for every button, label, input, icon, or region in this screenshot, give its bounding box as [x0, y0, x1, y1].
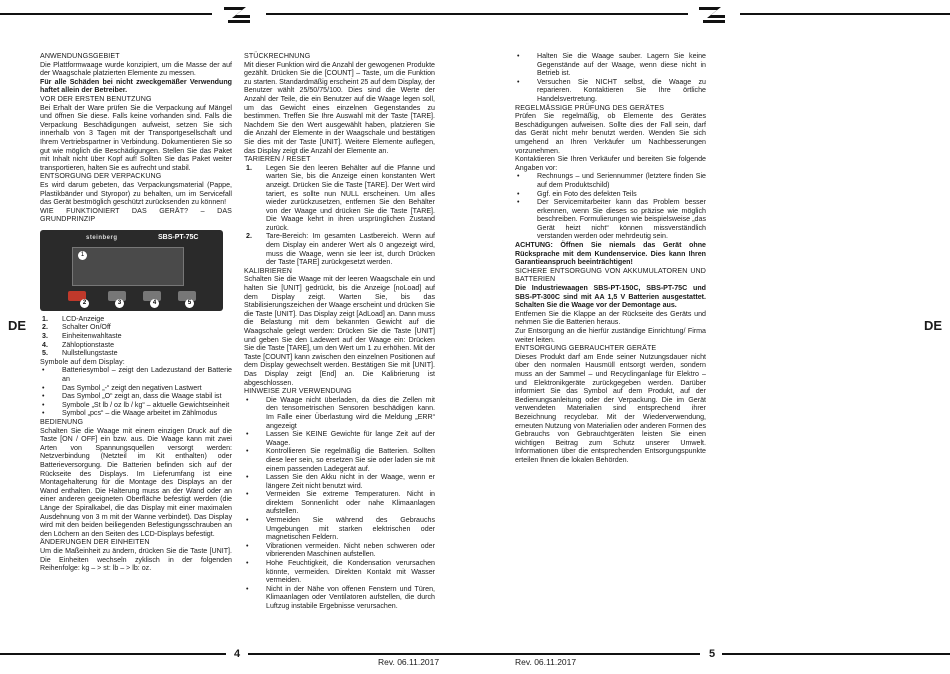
usage-notes-list [244, 396, 435, 611]
paragraph-battery-disposal-2: Entfernen Sie die Klappe an der Rückseite des Geräts und nehmen Sie die Batterien heraus. [515, 309, 706, 327]
list-item: • Ggf. ein Foto des defekten Teils [515, 190, 706, 199]
heading-piece-count: STÜCKRECHNUNG [244, 52, 311, 60]
panel-model: SBS-PT-75C [158, 233, 199, 241]
footer-rule-center [248, 653, 700, 655]
list-item: • Symbol „pcs“ – die Waage arbeitet im Zählmodus [40, 409, 232, 418]
paragraph-battery-disposal-3: Zur Entsorgung an die hierfür zuständige Einrichtung/ Firma weiter leiten. [515, 327, 706, 344]
list-item: 4. Zähloptionstaste [42, 340, 115, 349]
list-item: • Halten Sie die Waage sauber. Lagern Sie keine Gegenstände auf der Waage, wenn diese nicht in Betrieb ist. [515, 52, 706, 78]
list-item: 2. Schalter On/Off [42, 323, 111, 332]
list-item: • Rechnungs – und Seriennummer (letztere finden Sie auf dem Produktschild) [515, 172, 706, 189]
paragraph-regular-check: Prüfen Sie regelmäßig, ob Elemente des Gerätes Beschädigungen aufweisen. Sollte dies der Fall sein, darf das Gerät nicht mehr benutzt werden. Wenden Sie sich umgehend an Ihren Verkäufer um Nachbesserungen vorzunehmen. [515, 112, 706, 155]
list-item: • Der Servicemitarbeiter kann das Problem besser erkennen, wenn Sie dieses so präzise wie möglich beschreiben. Formulierungen wie beispielsweise „das Gerät heizt nicht“ können missverständlich verstanden werden oder mehrdeutig sein. [515, 198, 706, 241]
panel-callout-4: 4 [150, 299, 159, 308]
language-tab-right: DE [924, 318, 943, 333]
paragraph-used-device-disposal: Dieses Produkt darf am Ende seiner Nutzungsdauer nicht über den normalen Hausmüll entsorgt werden, sondern muss an der Sammel – und Recyclinganlage für Elektro – und Elektronikgeräte zurückgegeben werden. Darüber informiert Sie das Symbol auf dem Produkt, auf der Bedienungsanleitung oder der Verpackung. Die im Gerät verwendeten Materialien sind entsprechend ihrer Bezeichnung recyclebar. Mit der Wiederverwendung, erneuten Nutzung von Materialien oder anderen Formen des Gebrauchs von Gebrauchtgeräten leisten Sie einen wichtigen Beitrag zum Schutz unserer Umwelt. Informationen über die entsprechenden Entsorgungspunkte erteilen Ihnen die lokalen Behörden. [515, 352, 706, 464]
paragraph-calibration: Schalten Sie die Waage mit der leeren Waagschale ein und halten Sie [UNIT] gedrückt, bis die Anzeige [noLoad] auf dem Display zeigt. Warten Sie, bis das Stabilisierungszeichen der Waage erscheint und drücken Sie die Taste [UNIT]. Das Display zeigt [AdLoad] an. Dann muss die Belastung mit dem bekannten Gewicht auf die Waagschale gelegt werden: Drücken Sie die Taste [UNIT] und geben Sie den Ladewert auf der Waage ein: Drücken Sie die Taste [TARE], um den Wert um 1 zu erhöhen. Mit der Taste [COUNT] kann zwischen den einzelnen Positionen auf dem Display gewechselt werden. Bestätigen Sie mit [UNIT]. Das Display zeigt [End] an. Die Kalibrierung ist abgeschlossen. [244, 275, 435, 387]
device-panel-illustration [40, 230, 223, 311]
revision-right: Rev. 06.11.2017 [515, 657, 577, 667]
list-item: 1. Legen Sie den leeren Behälter auf die Pfanne und warten Sie, bis die Anzeige einen konstanten Wert anzeigt. Drücken Sie die Taste [TARE]. Der Wert wird tariert, es sollte nun NULL erscheinen. Um alles wieder zurückzusetzen, entfernen Sie den Behälter von der Waage und drücken Sie die Taste [TARE]. Die Waage kehrt in ihren ursprünglichen Zustand zurück. [246, 163, 435, 232]
header-rule-right [740, 13, 950, 15]
page-number-left: 4 [234, 648, 241, 660]
heading-packaging-disposal: ENTSORGUNG DER VERPACKUNG [40, 172, 162, 181]
list-item: • Hohe Feuchtigkeit, die Kondensation verursachen könnte, vermeiden. Direkten Kontakt mit Wasser vermeiden. [244, 559, 435, 585]
heading-calibration: KALIBRIEREN [244, 266, 293, 275]
list-item: • Nicht in der Nähe von offenen Fenstern und Türen, Klimaanlagen oder Ventilatoren aufstellen, die durch Luftzug instabile Ergebnisse verursachen. [244, 585, 435, 611]
panel-brand: steinberg [86, 234, 118, 241]
list-item: • Lassen Sie den Akku nicht in der Waage, wenn er längere Zeit nicht benutzt wird. [244, 473, 435, 490]
revision-left: Rev. 06.11.2017 [378, 657, 440, 667]
symbols-intro: Symbole auf dem Display: [40, 357, 125, 366]
paragraph-intended-use-bold: Für alle Schäden bei nicht zweckgemäßer Verwendung haftet allein der Betreiber. [40, 77, 232, 95]
logo-icon [222, 5, 252, 27]
heading-how-it-works: WIE FUNKTIONIERT DAS GERÄT? – DAS GRUNDPRINZIP [40, 206, 232, 224]
heading-used-device-disposal: ENTSORGUNG GEBRAUCHTER GERÄTE [515, 344, 657, 353]
page-number-right: 5 [709, 648, 716, 660]
heading-operation: BEDIENUNG [40, 418, 84, 426]
paragraph-warning: ACHTUNG: Öffnen Sie niemals das Gerät ohne Rücksprache mit dem Kundenservice. Dies kann Ihren Garantieanspruch beeinträchtigen! [515, 241, 706, 267]
panel-callout-5: 5 [185, 299, 194, 308]
panel-lcd [72, 247, 184, 286]
header-rule-center [266, 13, 688, 15]
list-item: 3. Einheitenwahltaste [42, 332, 122, 341]
list-item: • Das Symbol „-“ zeigt den negativen Lastwert [40, 384, 232, 393]
paragraph-contact: Kontaktieren Sie Ihren Verkäufer und bereiten Sie folgende Angaben vor: [515, 155, 706, 172]
legend-list [40, 315, 232, 358]
list-item: • Versuchen Sie NICHT selbst, die Waage zu reparieren. Kontaktieren Sie Ihre örtliche Handelsvertretung. [515, 78, 706, 104]
header-rule-left [0, 13, 212, 15]
list-item: 5. Nullstellungstaste [42, 349, 118, 358]
footer-rule-right [722, 653, 950, 655]
list-item: • Das Symbol „O“ zeigt an, dass die Waage stabil ist [40, 392, 232, 401]
list-item: • Die Waage nicht überladen, da dies die Zellen mit den tensometrischen Sensoren beschädigen kann. Im Falle einer Überlastung wird die Meldung „ERR“ angezeigt [244, 396, 435, 430]
panel-callout-3: 3 [115, 299, 124, 308]
paragraph-intended-use: Die Plattformwaage wurde konzipiert, um die Masse der auf der Waagschale platzierten Elemente zu messen. [40, 60, 232, 78]
list-item: • Lassen Sie KEINE Gewichte für lange Zeit auf der Waage. [244, 430, 435, 447]
list-item: • Kontrollieren Sie regelmäßig die Batterien. Sollten diese leer sein, so ersetzen Sie sie oder laden sie mit einem passenden Ladegerät auf. [244, 447, 435, 473]
panel-callout-1: 1 [78, 251, 87, 260]
maintenance-list [515, 52, 706, 104]
contact-list [515, 172, 706, 241]
heading-battery-disposal: SICHERE ENTSORGUNG VON AKKUMULATOREN UND BATTERIEN [515, 266, 706, 284]
language-tab-left: DE [8, 318, 27, 333]
logo-icon [697, 5, 727, 27]
paragraph-piece-count: Mit dieser Funktion wird die Anzahl der gewogenen Produkte gezählt. Drücken Sie die [COUNT] – Taste, um die Funktion zu starten. Standardmäßig erscheint 25 auf dem Display, der Benutzer wählt 25/50/75/100. Dies sind die Werte der Anzahl der Teile, die ein Benutzer auf die Waage legen soll, um das Gewicht eines einzelnen Gegenstandes zu bestimmen. Treffen Sie Ihre Auswahl mit der Taste [TARE]. Nachdem Sie den Wert ausgewählt haben, platzieren Sie die Anzahl der Elemente in der Waagschale und bestätigen Sie dies mit der Taste [UNIT]. Weitere Elemente auflegen, das Display zeigt die Anzahl der Elemente an. [244, 60, 435, 155]
heading-usage-notes: HINWEISE ZUR VERWENDUNG [244, 387, 352, 396]
list-item: 2. Tare-Bereich: Im gesamten Lastbereich. Wenn auf dem Display ein anderer Wert als 0 angezeigt wird, muss die Waage, wenn sie leer ist, durch Drücken der Taste [TARE] zurückgesetzt werden. [246, 232, 435, 267]
column-1 [40, 52, 232, 573]
heading-first-use: VOR DER ERSTEN BENUTZUNG [40, 94, 152, 103]
paragraph-units: Um die Maßeinheit zu ändern, drücken Sie die Taste [UNIT]. Die Einheiten wechseln zyklisch in der folgenden Reihenfolge: kg – > st: lb – > lb: oz. [40, 546, 232, 573]
column-2 [244, 52, 435, 611]
heading-intended-use: ANWENDUNGSGEBIET [40, 52, 120, 60]
footer-rule-left [0, 653, 226, 655]
paragraph-battery-disposal: Die Industriewaagen SBS-PT-150C, SBS-PT-75C und SBS-PT-300C sind mit AA 1,5 V Batterien ausgestattet. Schalten Sie die Waage vor der Demontage aus. [515, 284, 706, 310]
paragraph-packaging-disposal: Es wird darum gebeten, das Verpackungsmaterial (Pappe, Plastikbänder und Styropor) zu behalten, um im Servicefall das Gerät bestmöglich geschützt zurücksenden zu können! [40, 180, 232, 207]
heading-tare: TARIEREN / RESET [244, 155, 311, 164]
list-item: 1. LCD-Anzeige [42, 314, 105, 323]
panel-callout-2: 2 [80, 299, 89, 308]
tare-list [244, 164, 435, 267]
list-item: • Vermeiden Sie während des Gebrauchs Umgebungen mit starken elektrischen oder magnetischen Feldern. [244, 516, 435, 542]
heading-regular-check: REGELMÄSSIGE PRÜFUNG DES GERÄTES [515, 103, 665, 112]
symbols-list [40, 366, 232, 418]
column-3 [515, 52, 706, 465]
list-item: • Symbole „St lb / oz lb / kg“ – aktuelle Gewichtseinheit [40, 401, 232, 410]
list-item: • Vermeiden Sie extreme Temperaturen. Nicht in direktem Sonnenlicht oder nahe Klimaanlagen aufstellen. [244, 490, 435, 516]
list-item: • Batteriesymbol – zeigt den Ladezustand der Batterie an [40, 366, 232, 383]
paragraph-operation: Schalten Sie die Waage mit einem einzigen Druck auf die Taste [ON / OFF] ein bzw. aus. Die Waage kann mit zwei Arten von Spannungsquellen versorgt werden: Netzverbindung (Netzteil im Kit enthalten) oder Batterieversorgung. Die Batterien befinden sich auf der Rückseite des Displays. Im Lieferumfang ist eine Montagehalterung für die Montage des Displays an der Wand enthalten. Die Halterung muss an der Wand oder an einer anderen geeigneten Oberfläche befestigt werden (die Länge der Spiralkabel, die das Display mit einer maximalen Ausdehnung von 3 m mit der Wanne verbindet). Das Display wird mit den beiden beiliegenden Befestigungsschrauben an den Löchern an den Seiten des LCD-Displays befestigt. [40, 426, 232, 538]
paragraph-first-use: Bei Erhalt der Ware prüfen Sie die Verpackung auf Mängel und öffnen Sie diese. Falls keine vorhanden sind. Falls die Verpackung Beschädigungen aufweist, setzen Sie sich innerhalb von 3 Tagen mit der Transportgesellschaft und Ihrem Vertriebspartner in Verbindung. Dokumentieren Sie so gut wie möglich die Beschädigungen. Stellen Sie das Paket mit Inhalt nicht über Kopf auf! Sollten Sie das Paket weiter transportieren, halten Sie es aufrecht und stabil. [40, 103, 232, 172]
list-item: • Vibrationen vermeiden. Nicht neben schweren oder vibrierenden Maschinen aufstellen. [244, 542, 435, 559]
heading-units: ÄNDERUNGEN DER EINHEITEN [40, 538, 150, 547]
